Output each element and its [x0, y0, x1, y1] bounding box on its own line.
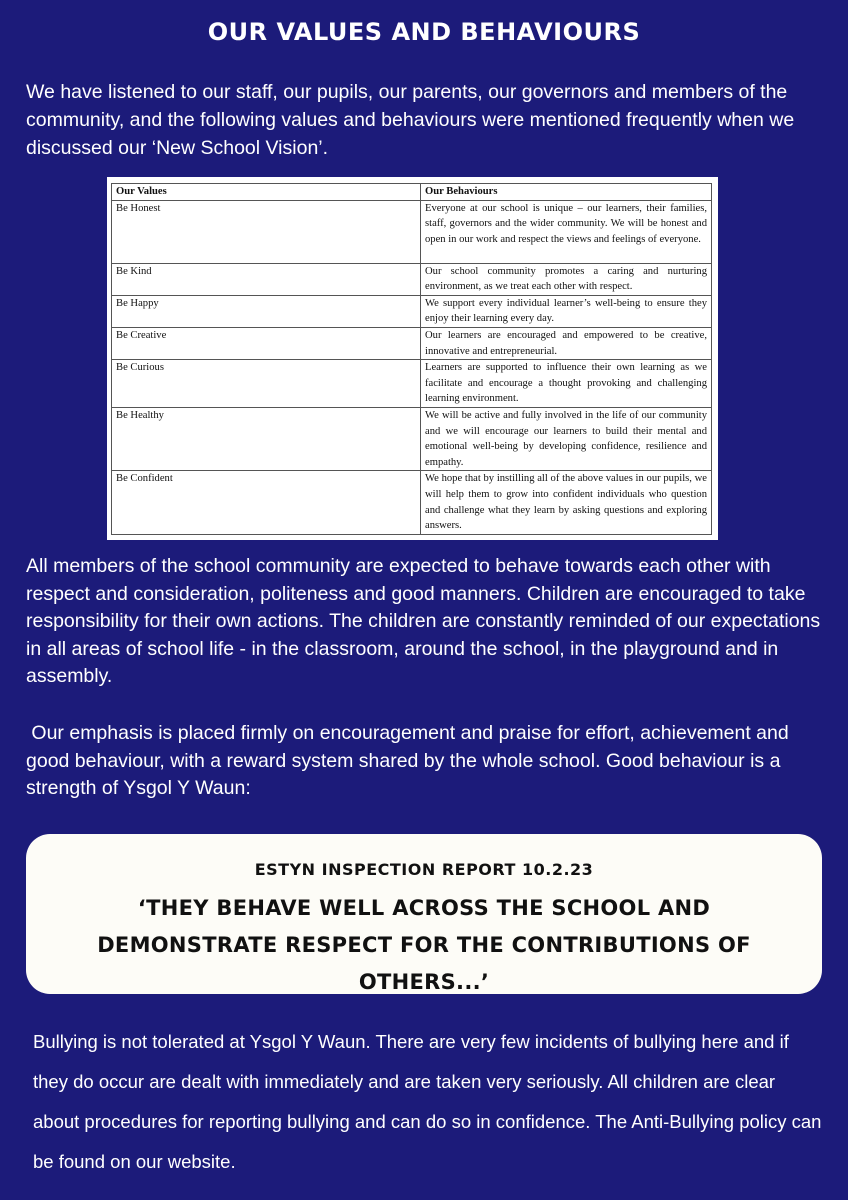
table-row	[112, 407, 712, 470]
values-table-image	[107, 177, 718, 540]
value-cell: Be Curious	[112, 360, 421, 408]
behaviour-cell: We will be active and fully involved in the life of our community and we will encourage our learners to build their mental and emotional well-being by developing confidence, resilience and empathy.	[421, 407, 712, 470]
behaviour-cell: Our school community promotes a caring and nurturing environment, as we treat each other with respect.	[421, 263, 712, 295]
intro-paragraph: We have listened to our staff, our pupils, our parents, our governors and members of the community, and the following values and behaviours were mentioned frequently when we discussed our ‘New School Vision’.	[26, 81, 795, 159]
values-table	[111, 183, 712, 535]
behaviour-cell: Our learners are encouraged and empowered to be creative, innovative and entrepreneurial.	[421, 327, 712, 359]
behaviour-expectations-paragraph: All members of the school community are expected to behave towards each other with respect and consideration, politeness and good manners. Children are encouraged to take responsibility for their own actions. The children are constantly reminded of our expectations in all areas of school life - in the classroom, around the school, in the playground and in assembly.	[26, 555, 821, 687]
encouragement-paragraph: Our emphasis is placed firmly on encouragement and praise for effort, achievement and good behaviour, with a reward system shared by the whole school. Good behaviour is a strength of Ysgol Y Waun:	[26, 722, 795, 799]
behaviour-cell: We support every individual learner’s well-being to ensure they enjoy their learning every day.	[421, 295, 712, 327]
quote-heading: ESTYN INSPECTION REPORT 10.2.23	[254, 860, 594, 879]
table-row	[112, 327, 712, 359]
table-row	[112, 200, 712, 263]
page-title: OUR VALUES AND BEHAVIOURS	[207, 18, 641, 46]
table-row	[112, 471, 712, 534]
table-row	[112, 295, 712, 327]
table-row	[112, 263, 712, 295]
behaviour-cell: Everyone at our school is unique – our learners, their families, staff, governors and the wider community. We will be honest and open in our work and respect the views and feelings of everyone.	[421, 200, 712, 263]
behaviour-cell: We hope that by instilling all of the above values in our pupils, we will help them to grow into confident individuals who question and challenge what they learn by asking questions and exploring answers.	[421, 471, 712, 534]
value-cell: Be Happy	[112, 295, 421, 327]
estyn-quote-box	[26, 834, 822, 994]
value-cell: Be Healthy	[112, 407, 421, 470]
behaviour-cell: Learners are supported to influence their own learning as we facilitate and encourage a thought provoking and challenging learning environment.	[421, 360, 712, 408]
value-cell: Be Kind	[112, 263, 421, 295]
header-values: Our Values	[112, 184, 421, 201]
value-cell: Be Creative	[112, 327, 421, 359]
value-cell: Be Confident	[112, 471, 421, 534]
table-header-row	[112, 184, 712, 201]
value-cell: Be Honest	[112, 200, 421, 263]
bullying-paragraph: Bullying is not tolerated at Ysgol Y Waun. There are very few incidents of bullying here and if they do occur are dealt with immediately and are taken very seriously. All children are clear about procedures for reporting bullying and can do so in confidence. The Anti-Bullying policy can be found on our website.	[33, 1031, 822, 1172]
header-behaviours: Our Behaviours	[421, 184, 712, 201]
table-row	[112, 360, 712, 408]
quote-text: ‘THEY BEHAVE WELL ACROSS THE SCHOOL AND DEMONSTRATE RESPECT FOR THE CONTRIBUTIONS OF OTHERS...’	[97, 896, 751, 994]
